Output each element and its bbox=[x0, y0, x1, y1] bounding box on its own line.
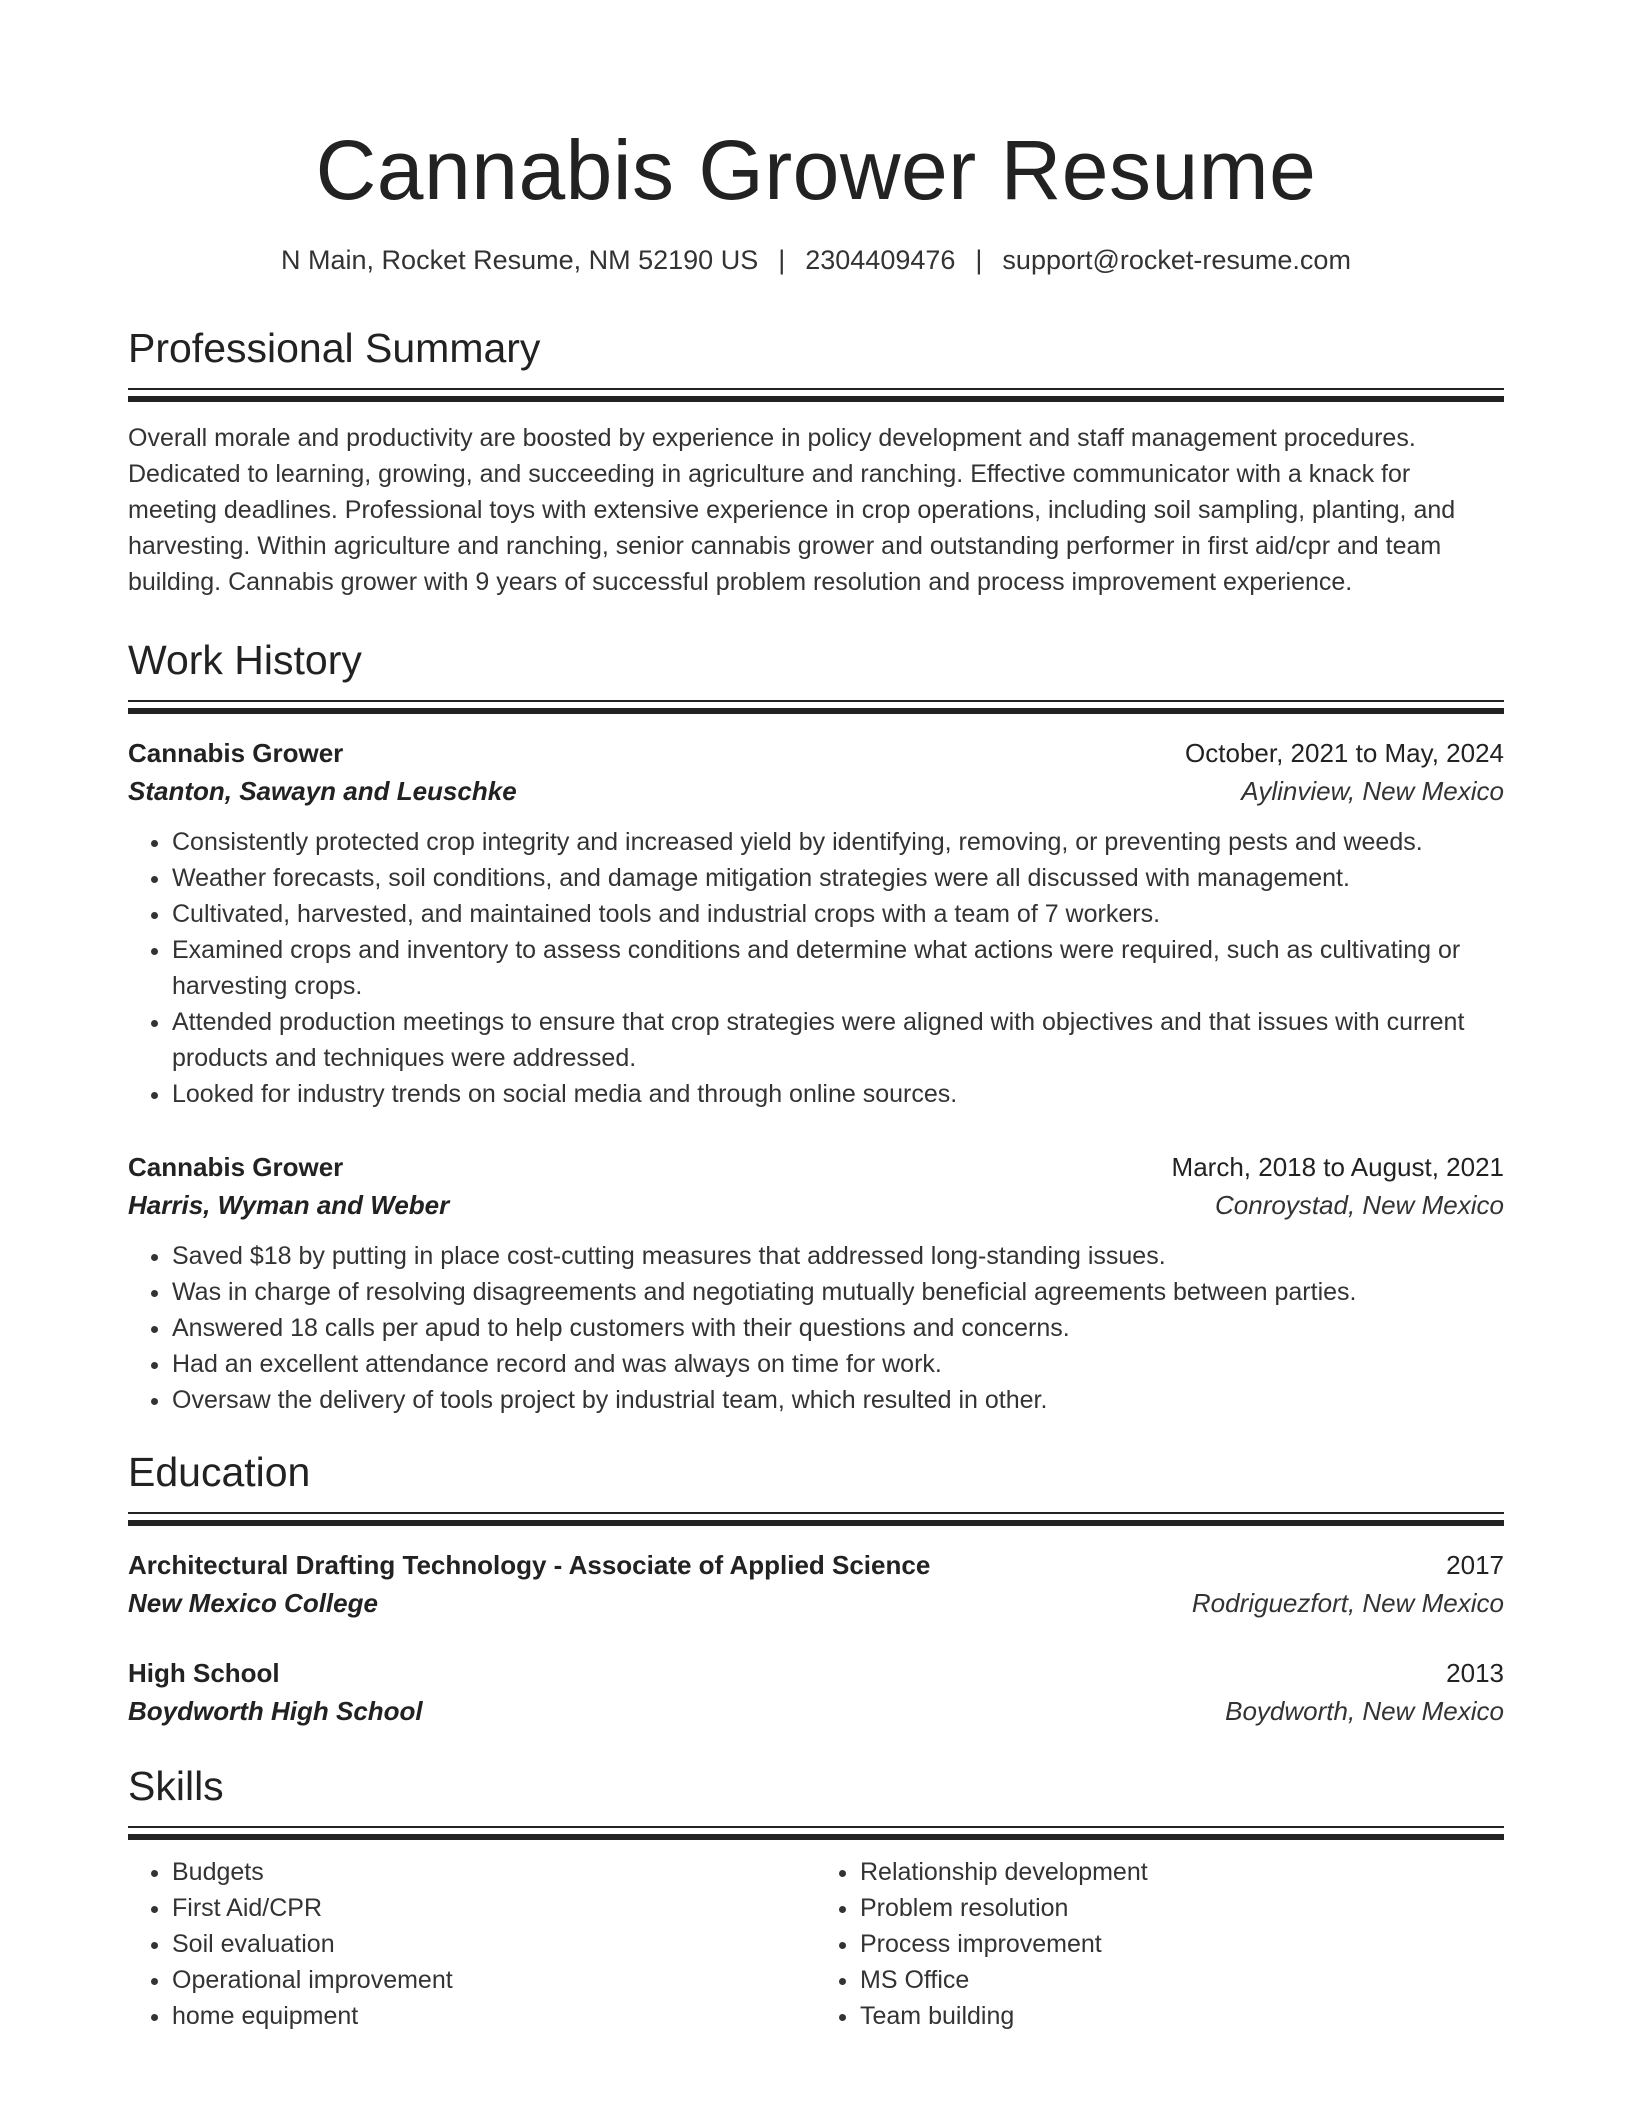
skills-list-left bbox=[128, 1854, 816, 2034]
section-divider bbox=[128, 1826, 1504, 1840]
education-year: 2017 bbox=[1446, 1550, 1504, 1580]
list-item: • Examined crops and inventory to assess conditions and determine what actions were required, such as cultivating or harvesting crops. bbox=[172, 932, 1504, 1004]
education-degree: Architectural Drafting Technology - Associate of Applied Science bbox=[128, 1550, 931, 1580]
job-title: Cannabis Grower bbox=[128, 738, 344, 768]
job-bullets bbox=[128, 1238, 1504, 1418]
summary-text: Overall morale and productivity are boosted by experience in policy development and staff management procedures. Dedicated to learning, growing, and succeeding in agriculture and ranching. Effective communicator with a knack for meeting deadlines. Professional toys with extensive experience in crop operations, including soil sampling, planting, and harvesting. Within agriculture and ranching, senior cannabis grower and outstanding performer in first aid/cpr and team building. Cannabis grower with 9 years of successful problem resolution and process improvement experience. bbox=[128, 424, 1456, 596]
list-item: • MS Office bbox=[860, 1962, 1504, 1998]
contact-phone: 2304409476 bbox=[805, 245, 956, 275]
list-item: • Soil evaluation bbox=[172, 1926, 816, 1962]
list-item: • First Aid/CPR bbox=[172, 1890, 816, 1926]
section-divider bbox=[128, 1512, 1504, 1526]
job-location: Aylinview, New Mexico bbox=[1241, 776, 1504, 806]
list-item: • Team building bbox=[860, 1998, 1504, 2034]
education-school: New Mexico College bbox=[128, 1588, 378, 1618]
list-item: • Operational improvement bbox=[172, 1962, 816, 1998]
list-item: • Relationship development bbox=[860, 1854, 1504, 1890]
list-item: • Was in charge of resolving disagreements and negotiating mutually beneficial agreements between parties. bbox=[172, 1274, 1504, 1310]
list-item: • Looked for industry trends on social media and through online sources. bbox=[172, 1076, 1504, 1112]
list-item: • Answered 18 calls per apud to help customers with their questions and concerns. bbox=[172, 1310, 1504, 1346]
education-location: Boydworth, New Mexico bbox=[1225, 1696, 1504, 1726]
resume-title: Cannabis Grower Resume bbox=[315, 123, 1317, 217]
job-dates: October, 2021 to May, 2024 bbox=[1185, 738, 1504, 768]
job-entry bbox=[128, 734, 1504, 1112]
list-item: • Saved $18 by putting in place cost-cutting measures that addressed long-standing issues. bbox=[172, 1238, 1504, 1274]
education-school: Boydworth High School bbox=[128, 1696, 423, 1726]
list-item: • Consistently protected crop integrity and increased yield by identifying, removing, or preventing pests and weeds. bbox=[172, 824, 1504, 860]
job-title: Cannabis Grower bbox=[128, 1152, 344, 1182]
section-heading-education: Education bbox=[128, 1449, 311, 1495]
education-location: Rodriguezfort, New Mexico bbox=[1191, 1588, 1504, 1618]
work-history-section bbox=[128, 634, 1504, 1418]
section-heading-work-history: Work History bbox=[128, 637, 362, 683]
list-item: • Attended production meetings to ensure that crop strategies were aligned with objectives and that issues with current products and techniques were addressed. bbox=[172, 1004, 1504, 1076]
job-company: Stanton, Sawayn and Leuschke bbox=[128, 776, 517, 806]
job-entry bbox=[128, 1148, 1504, 1418]
job-company: Harris, Wyman and Weber bbox=[128, 1190, 450, 1220]
section-heading-skills: Skills bbox=[128, 1763, 224, 1809]
list-item: • home equipment bbox=[172, 1998, 816, 2034]
contact-line bbox=[128, 242, 1504, 278]
list-item: • Process improvement bbox=[860, 1926, 1504, 1962]
summary-section bbox=[128, 322, 1504, 600]
list-item: • Oversaw the delivery of tools project by industrial team, which resulted in other. bbox=[172, 1382, 1504, 1418]
job-location: Conroystad, New Mexico bbox=[1215, 1190, 1504, 1220]
contact-address: N Main, Rocket Resume, NM 52190 US bbox=[281, 245, 759, 275]
education-entry bbox=[128, 1654, 1504, 1730]
education-degree: High School bbox=[128, 1658, 280, 1688]
job-dates: March, 2018 to August, 2021 bbox=[1171, 1152, 1504, 1182]
skills-list-right bbox=[816, 1854, 1504, 2034]
list-item: • Weather forecasts, soil conditions, and damage mitigation strategies were all discussed with management. bbox=[172, 860, 1504, 896]
job-bullets bbox=[128, 824, 1504, 1112]
section-divider bbox=[128, 700, 1504, 714]
section-heading-summary: Professional Summary bbox=[128, 325, 541, 371]
list-item: • Budgets bbox=[172, 1854, 816, 1890]
skills-section bbox=[128, 1760, 1504, 2034]
skills-columns bbox=[128, 1854, 1504, 2034]
list-item: • Problem resolution bbox=[860, 1890, 1504, 1926]
contact-email: support@rocket-resume.com bbox=[1002, 245, 1351, 275]
contact-separator: | bbox=[975, 245, 983, 275]
education-year: 2013 bbox=[1446, 1658, 1504, 1688]
education-section bbox=[128, 1446, 1504, 1730]
list-item: • Cultivated, harvested, and maintained tools and industrial crops with a team of 7 workers. bbox=[172, 896, 1504, 932]
list-item: • Had an excellent attendance record and was always on time for work. bbox=[172, 1346, 1504, 1382]
section-divider bbox=[128, 388, 1504, 402]
contact-separator: | bbox=[778, 245, 786, 275]
education-entry bbox=[128, 1546, 1504, 1622]
